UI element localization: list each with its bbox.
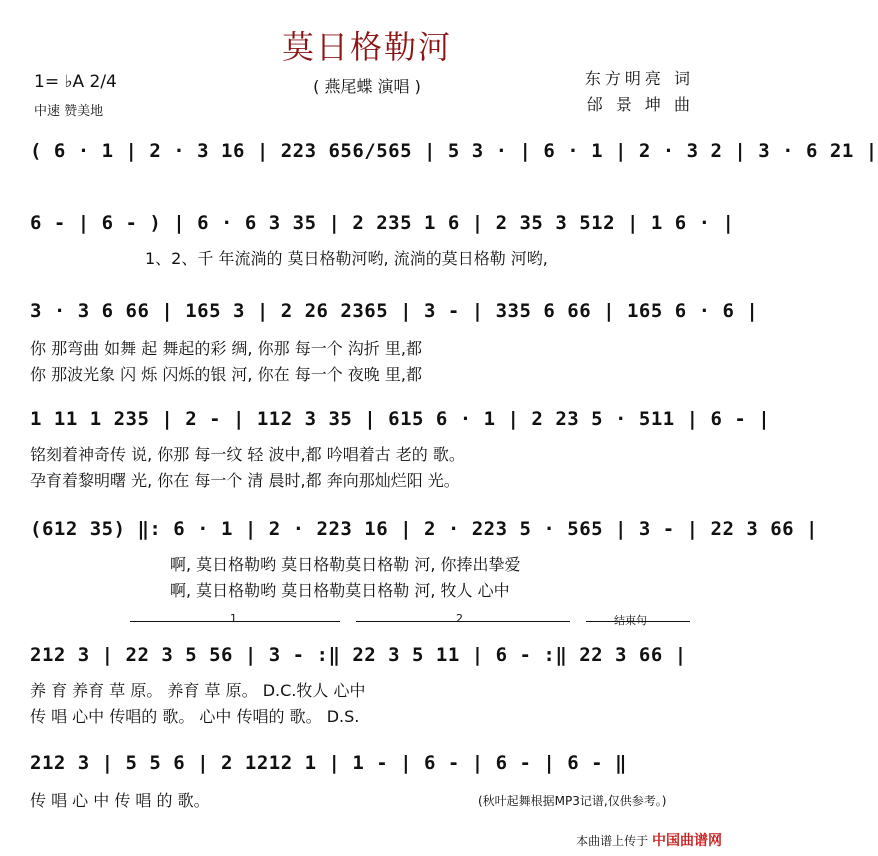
ending-label: 结束句	[614, 614, 647, 627]
subtitle: ( 燕尾蝶 演唱 )	[313, 77, 421, 96]
lyric-line-2-1: 1、2、千 年流淌的 莫日格勒河哟, 流淌的莫日格勒 河哟,	[145, 249, 548, 268]
lyric-line-3-2: 你 那波光象 闪 烁 闪烁的银 河, 你在 每一个 夜晚 里,都	[30, 365, 422, 384]
lyricist: 东方明亮 词	[584, 69, 694, 88]
lyric-line-3-1: 你 那弯曲 如舞 起 舞起的彩 绸, 你那 每一个 沟折 里,都	[30, 339, 422, 358]
composer: 邰 景 坤 曲	[586, 95, 694, 114]
footer	[576, 830, 722, 850]
upload-text: 本曲谱上传于	[576, 834, 649, 848]
lyric-line-6-2: 传 唱 心中 传唱的 歌。 心中 传唱的 歌。 D.S.	[30, 707, 360, 726]
notes-line-6: 212 3 | 22 3 5 56 | 3 - :‖ 22 3 5 11 | 6 - :‖ 22 3 66 |	[30, 644, 687, 666]
lyric-line-4-2: 孕育着黎明曙 光, 你在 每一个 清 晨时,都 奔向那灿烂阳 光。	[30, 471, 460, 490]
notes-line-4: 1 11 1 235 | 2 - | 112 3 35 | 615 6 · 1 | 2 23 5 · 511 | 6 - |	[30, 408, 771, 430]
key-signature: 1= ♭A 2/4	[34, 72, 117, 92]
notes-line-2: 6 - | 6 - ) | 6 · 6 3 35 | 2 235 1 6 | 2 35 3 512 | 1 6 · |	[30, 212, 735, 234]
tempo-marking: 中速 赞美地	[34, 104, 104, 119]
volta-1-label: 1	[230, 612, 237, 625]
lyric-line-6-1: 养 育 养育 草 原。 养育 草 原。 D.C.牧人 心中	[30, 681, 366, 700]
volta-2-label: 2	[456, 612, 463, 625]
notes-line-3: 3 · 3 6 66 | 165 3 | 2 26 2365 | 3 - | 335 6 66 | 165 6 · 6 |	[30, 300, 759, 322]
transcription-note: (秋叶起舞根据MP3记谱,仅供参考。)	[478, 794, 667, 808]
lyric-line-4-1: 铭刻着神奇传 说, 你那 每一纹 轻 波中,都 吟唱着古 老的 歌。	[30, 445, 465, 464]
lyric-line-5-2: 啊, 莫日格勒哟 莫日格勒莫日格勒 河, 牧人 心中	[170, 581, 510, 600]
notes-line-1: ( 6 · 1 | 2 · 3 16 | 223 656/565 | 5 3 · | 6 · 1 | 2 · 3 2 | 3 · 6 21 |	[30, 140, 878, 162]
site-brand-link[interactable]: 中国曲谱网	[652, 833, 722, 849]
notes-line-5: (612 35) ‖: 6 · 1 | 2 · 223 16 | 2 · 223 5 · 565 | 3 - | 22 3 66 |	[30, 518, 818, 540]
notes-line-7: 212 3 | 5 5 6 | 2 1212 1 | 1 - | 6 - | 6 - | 6 - ‖	[30, 752, 627, 774]
lyric-line-5-1: 啊, 莫日格勒哟 莫日格勒莫日格勒 河, 你捧出挚爱	[170, 555, 521, 574]
lyric-line-7-1: 传 唱 心 中 传 唱 的 歌。	[30, 791, 210, 810]
page-title: 莫日格勒河	[281, 28, 452, 66]
volta-bracket-2	[356, 621, 570, 622]
